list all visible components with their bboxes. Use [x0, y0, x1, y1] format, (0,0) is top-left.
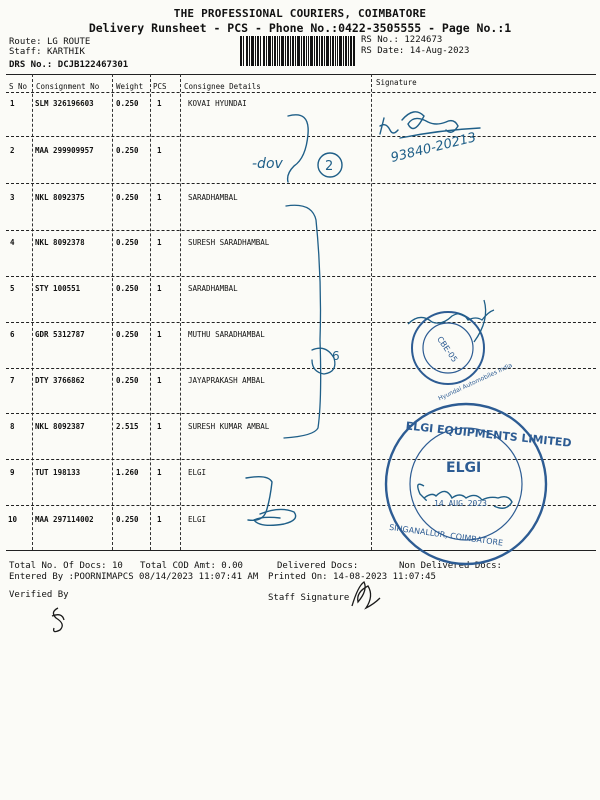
drs-line: [9, 60, 128, 70]
handwritten-phone: 93840-20213: [389, 130, 478, 166]
hyundai-stamp-center: CBE-05: [435, 334, 460, 364]
row2-circle-number: 2: [325, 159, 334, 174]
row-consignment: NKL 8092378: [35, 238, 85, 247]
column-header-pcs: PCS: [153, 82, 167, 91]
row6-circle-number: 6: [332, 349, 340, 363]
company-title: THE PROFESSIONAL COURIERS, COIMBATORE: [173, 7, 427, 20]
row-sno: 6: [10, 330, 15, 339]
column-header-signature: Signature: [376, 78, 417, 87]
row-consignee: KOVAI HYUNDAI: [188, 99, 247, 108]
row-weight: 0.250: [116, 238, 139, 247]
row-divider: [6, 368, 596, 369]
column-divider: [150, 74, 151, 550]
table-top-rule: [6, 74, 596, 75]
row-consignee: MUTHU SARADHAMBAL: [188, 330, 265, 339]
rs-date-label: RS Date:: [361, 46, 405, 56]
row-sno: 4: [10, 238, 15, 247]
row-divider: [6, 183, 596, 184]
entered-by: Entered By :POORNIMAPCS 08/14/2023 11:07:41 AM: [9, 572, 259, 582]
row-divider: [6, 505, 596, 506]
row-weight: 0.250: [116, 330, 139, 339]
row-weight: 0.250: [116, 284, 139, 293]
row-sno: 3: [10, 193, 15, 202]
row-divider: [6, 459, 596, 460]
row10-mark: [246, 477, 296, 526]
row-sno: 1: [10, 99, 15, 108]
row-consignment: MAA 297114002: [35, 515, 94, 524]
row-sno: 8: [10, 422, 15, 431]
route-value: LG ROUTE: [46, 37, 91, 47]
route-label: Route:: [9, 37, 42, 47]
total-cod: Total COD Amt: 0.00: [140, 561, 243, 571]
row-weight: 2.515: [116, 422, 139, 431]
staff-signature-mark: [352, 582, 380, 608]
row-pcs: 1: [157, 515, 162, 524]
column-divider: [32, 74, 33, 550]
runsheet-subtitle: Delivery Runsheet - PCS - Phone No.:0422-3505555 - Page No.:1: [88, 21, 512, 35]
row-consignment: SLM 326196603: [35, 99, 94, 108]
row-pcs: 1: [157, 193, 162, 202]
rs-date-value: 14-Aug-2023: [409, 46, 470, 56]
row-consignee: SARADHAMBAL: [188, 193, 238, 202]
row-consignee: SURESH KUMAR AMBAL: [188, 422, 270, 431]
row-consignee: SURESH SARADHAMBAL: [188, 238, 270, 247]
table-bottom-rule: [6, 550, 596, 551]
row-consignment: TUT 198133: [35, 468, 81, 477]
row-pcs: 1: [157, 468, 162, 477]
table-header-rule: [6, 92, 596, 93]
hyundai-stamp-ring: Hyundai Automobiles India: [437, 361, 514, 403]
barcode: [240, 36, 355, 66]
column-divider: [371, 74, 372, 550]
row-pcs: 1: [157, 422, 162, 431]
column-header-sno: S No: [9, 82, 28, 91]
elgi-stamp-date: 14 AUG 2023: [434, 499, 487, 508]
elgi-stamp-center: ELGI: [446, 460, 482, 476]
row-weight: 0.250: [116, 193, 139, 202]
column-header-consignment: Consignment No: [36, 82, 100, 91]
elgi-stamp-bottom: SINGANALLUR, COIMBATORE: [388, 522, 504, 548]
verified-by-mark: [52, 608, 64, 632]
row-consignee: SARADHAMBAL: [188, 284, 238, 293]
rs-no-label: RS No.:: [361, 35, 399, 45]
row-consignee: JAYAPRAKASH AMBAL: [188, 376, 265, 385]
verified-by: Verified By: [9, 590, 69, 600]
row-divider: [6, 413, 596, 414]
row-consignment: GDR 5312787: [35, 330, 85, 339]
rs-no-value: 1224673: [404, 35, 443, 45]
printed-on: Printed On: 14-08-2023 11:07:45: [268, 572, 436, 582]
column-divider: [112, 74, 113, 550]
row-consignment: NKL 8092375: [35, 193, 85, 202]
row-consignee: ELGI: [188, 468, 207, 477]
row-sno: 5: [10, 284, 15, 293]
row-consignment: DTY 3766862: [35, 376, 85, 385]
column-header-weight: Weight: [116, 82, 144, 91]
staff-signature-label: Staff Signature: [268, 593, 350, 603]
route-line: [9, 37, 90, 47]
row-consignment: MAA 299909957: [35, 146, 94, 155]
row-sno: 9: [10, 468, 15, 477]
row-pcs: 1: [157, 284, 162, 293]
row-sno: 2: [10, 146, 15, 155]
row-pcs: 1: [157, 376, 162, 385]
row-weight: 0.250: [116, 515, 139, 524]
row-weight: 1.260: [116, 468, 139, 477]
row-weight: 0.250: [116, 146, 139, 155]
drs-label: DRS No.:: [9, 60, 53, 70]
row-weight: 0.250: [116, 376, 139, 385]
row-weight: 0.250: [116, 99, 139, 108]
delivered-docs: Delivered Docs:: [277, 561, 359, 571]
row-sno: 7: [10, 376, 15, 385]
rs-date-line: [361, 46, 469, 56]
staff-label: Staff:: [9, 47, 42, 57]
row-consignment: NKL 8092387: [35, 422, 85, 431]
row-consignment: STY 100551: [35, 284, 81, 293]
row-divider: [6, 136, 596, 137]
row-pcs: 1: [157, 330, 162, 339]
non-delivered-docs: Non Delivered Docs:: [399, 561, 502, 571]
total-docs: Total No. Of Docs: 10: [9, 561, 123, 571]
elgi-stamp: [386, 404, 572, 564]
column-header-consignee: Consignee Details: [184, 82, 261, 91]
elgi-stamp-ring: ELGI EQUIPMENTS LIMITED: [405, 419, 573, 450]
row-divider: [6, 276, 596, 277]
row-divider: [6, 230, 596, 231]
hyundai-stamp: [408, 300, 514, 402]
staff-value: KARTHIK: [46, 47, 85, 57]
signature-row1: [380, 112, 480, 138]
rs-no-line: [361, 35, 442, 45]
row-consignee: ELGI: [188, 515, 207, 524]
row2-note: -dov: [252, 156, 283, 172]
drs-value: DCJB122467301: [57, 60, 129, 70]
staff-line: [9, 47, 85, 57]
row-pcs: 1: [157, 238, 162, 247]
row2-mark: [288, 115, 342, 182]
row-pcs: 1: [157, 146, 162, 155]
column-divider: [180, 74, 181, 550]
row-divider: [6, 322, 596, 323]
row-pcs: 1: [157, 99, 162, 108]
row-sno: 10: [8, 515, 18, 524]
